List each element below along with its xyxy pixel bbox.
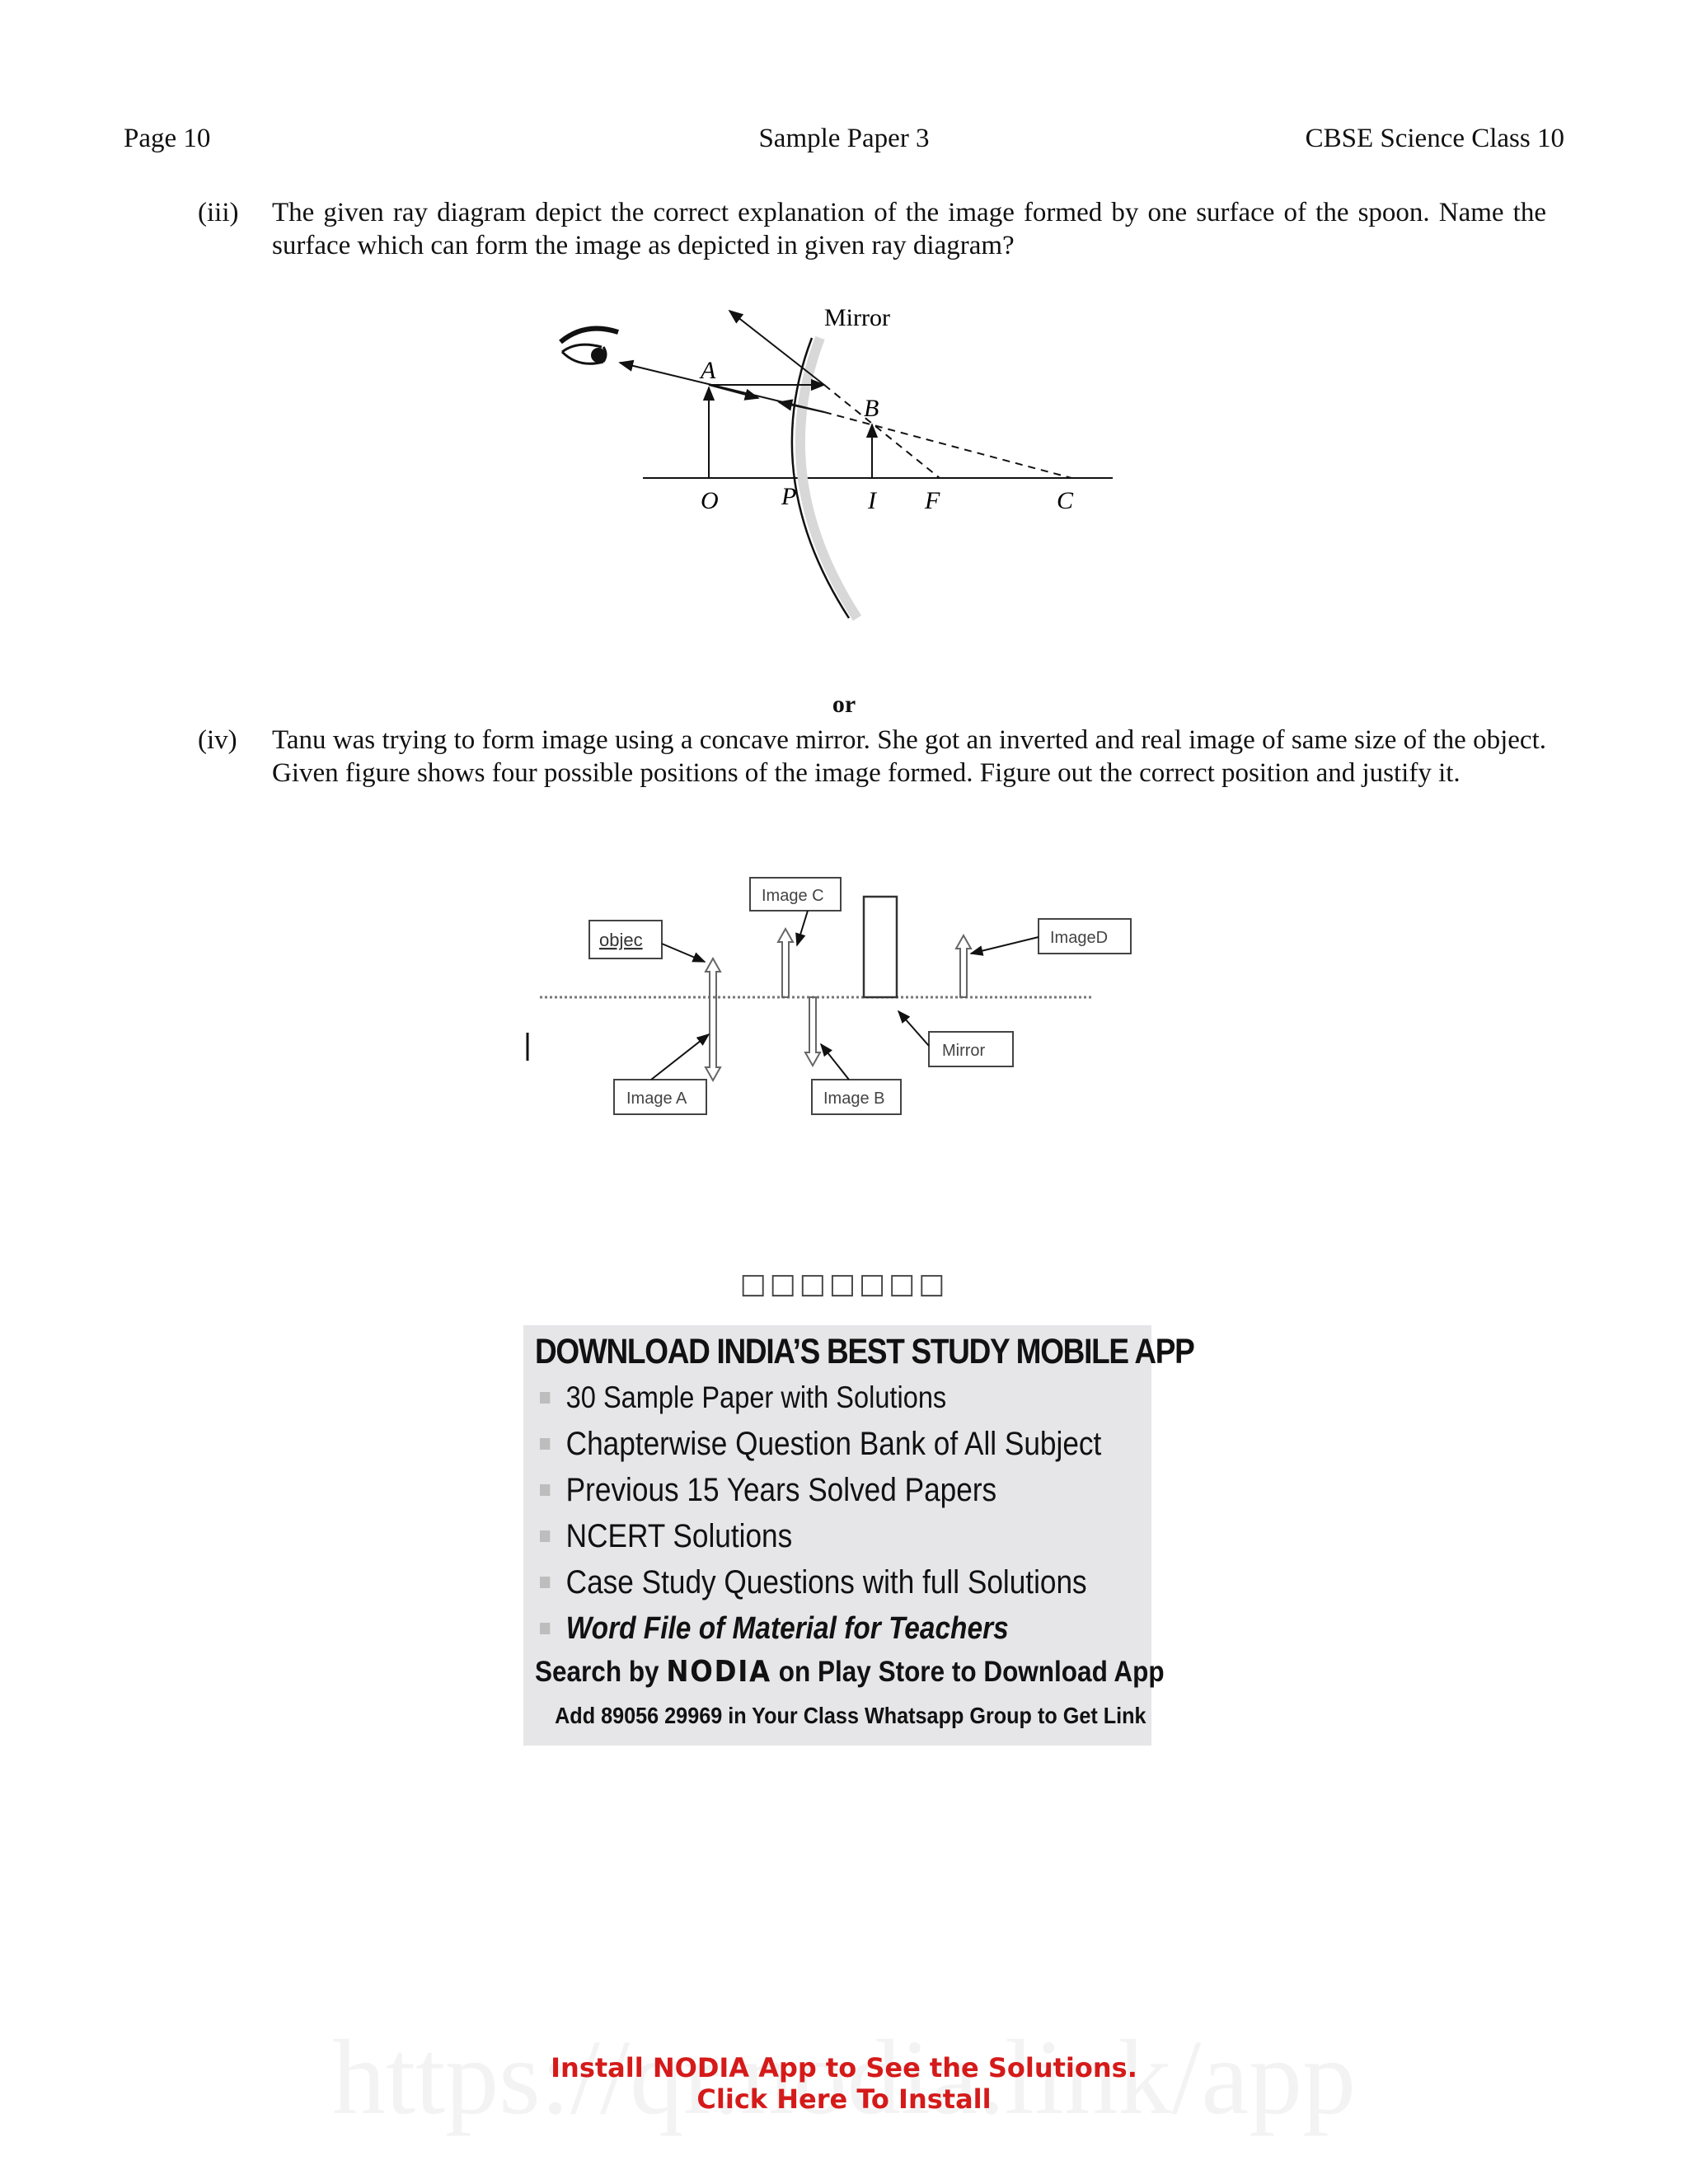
image-b-arrow bbox=[805, 997, 820, 1066]
advert-title: DOWNLOAD INDIA’S BEST STUDY MOBILE APP bbox=[535, 1332, 1194, 1371]
page-number: Page 10 bbox=[124, 124, 211, 153]
question-number: (iv) bbox=[198, 725, 237, 755]
object-pointer bbox=[662, 944, 705, 962]
question-text: The given ray diagram depict the correct explanation of the image formed by one surface of the spoon. Name the surface which can form the image as depicted in given ray diagram? bbox=[272, 198, 1546, 260]
list-item-label: NCERT Solutions bbox=[565, 1517, 793, 1554]
question-text: Tanu was trying to form image using a concave mirror. She got an inverted and real image of same size of the object. Given figure shows four possible positions of the image formed. Figure out the correct position and justify it. bbox=[272, 725, 1546, 788]
image-a-label-box bbox=[614, 1080, 706, 1114]
reflected-ray-1 bbox=[729, 311, 824, 385]
square-bullet-icon bbox=[540, 1484, 550, 1496]
label-i: I bbox=[868, 487, 876, 514]
image-d-arrow bbox=[956, 935, 971, 997]
mirror-block bbox=[864, 897, 897, 997]
label-b: B bbox=[864, 395, 879, 422]
search-suffix: on Play Store to Download App bbox=[771, 1656, 1165, 1688]
object-arrow bbox=[706, 958, 720, 1080]
eye-icon bbox=[560, 329, 618, 364]
virtual-ray-f bbox=[824, 385, 940, 478]
image-b-pointer bbox=[821, 1044, 849, 1080]
list-item-label: Chapterwise Question Bank of All Subject bbox=[565, 1425, 1102, 1462]
advert-feature-list bbox=[540, 1375, 1178, 1652]
question-iv bbox=[198, 724, 1546, 790]
placeholder-squares: □□□□□□□ bbox=[739, 1268, 949, 1301]
image-c-label-box bbox=[750, 878, 841, 911]
list-item bbox=[540, 1559, 1101, 1605]
incident-ray-2 bbox=[709, 385, 758, 398]
list-item-label: Word File of Material for Teachers bbox=[565, 1610, 1009, 1646]
list-item bbox=[540, 1605, 1101, 1652]
object-label: objec bbox=[599, 930, 643, 950]
install-link-text[interactable]: Install NODIA App to See the Solutions. bbox=[551, 2052, 1137, 2083]
search-prefix: Search by bbox=[535, 1656, 667, 1688]
image-d-pointer bbox=[971, 937, 1039, 954]
label-f: F bbox=[925, 487, 940, 514]
label-o: O bbox=[701, 487, 719, 514]
image-d-label-box bbox=[1039, 919, 1131, 954]
square-bullet-icon bbox=[540, 1392, 550, 1404]
list-item bbox=[540, 1467, 1101, 1513]
list-item-label: 30 Sample Paper with Solutions bbox=[565, 1380, 947, 1414]
list-item bbox=[540, 1513, 1101, 1559]
virtual-ray-c bbox=[824, 412, 1071, 478]
advert-search-line bbox=[535, 1655, 1165, 1689]
brand-name: NODIA bbox=[666, 1655, 772, 1689]
image-c-pointer bbox=[797, 911, 808, 945]
or-label: or bbox=[832, 691, 856, 718]
mirror-pointer bbox=[898, 1011, 929, 1046]
class-title: CBSE Science Class 10 bbox=[1305, 124, 1564, 153]
image-c-arrow bbox=[778, 929, 793, 997]
square-bullet-icon bbox=[540, 1623, 550, 1634]
image-a-label: Image A bbox=[626, 1090, 687, 1108]
square-bullet-icon bbox=[540, 1577, 550, 1588]
question-iii bbox=[198, 196, 1546, 262]
mirror-label: Mirror bbox=[824, 304, 890, 331]
square-bullet-icon bbox=[540, 1438, 550, 1450]
image-c-label: Image C bbox=[762, 887, 824, 905]
install-link[interactable]: Click Here To Install bbox=[696, 2083, 992, 2115]
label-p: P bbox=[781, 483, 797, 510]
image-d-label: ImageD bbox=[1050, 929, 1109, 947]
mirror-label-box bbox=[929, 1032, 1013, 1066]
object-label-box bbox=[589, 921, 662, 958]
image-a-pointer bbox=[651, 1034, 709, 1080]
list-item-label: Case Study Questions with full Solutions bbox=[565, 1563, 1087, 1601]
image-b-label: Image B bbox=[823, 1090, 885, 1108]
label-c: C bbox=[1057, 487, 1074, 514]
list-item-label: Previous 15 Years Solved Papers bbox=[565, 1471, 997, 1508]
advert-whatsapp-line: Add 89056 29969 in Your Class Whatsapp Group to Get Link bbox=[555, 1703, 1146, 1728]
list-item bbox=[540, 1375, 1101, 1421]
list-item bbox=[540, 1421, 1101, 1467]
image-position-diagram bbox=[519, 869, 1146, 1125]
mirror-label: Mirror bbox=[942, 1042, 986, 1060]
question-number: (iii) bbox=[198, 198, 239, 227]
image-b-label-box bbox=[812, 1080, 901, 1114]
paper-title: Sample Paper 3 bbox=[758, 124, 930, 153]
label-a: A bbox=[701, 357, 716, 384]
app-advert[interactable] bbox=[523, 1325, 1194, 1746]
ray-diagram bbox=[544, 293, 1137, 639]
square-bullet-icon bbox=[540, 1530, 550, 1542]
